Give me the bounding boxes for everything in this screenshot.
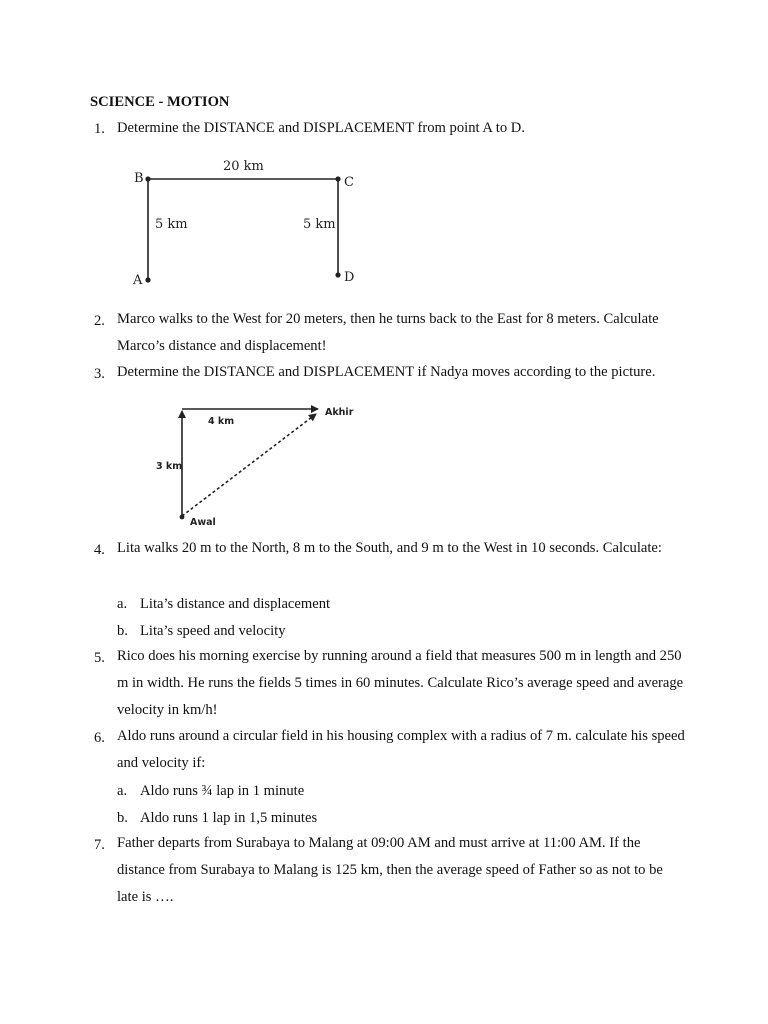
label-4km: 4 km: [208, 416, 235, 427]
question-6b-text: Aldo runs 1 lap in 1,5 minutes: [140, 810, 318, 826]
point-a-label: A: [133, 273, 143, 288]
point-d-dot: [335, 272, 340, 277]
displacement-dashed: [182, 414, 316, 516]
question-2-text: Marco walks to the West for 20 meters, then he turns back to the East for 8 meters. Calculate Marco’s distance and displacement!: [117, 311, 659, 354]
question-6-number: 6.: [94, 730, 105, 746]
label-cd-distance: 5 km: [303, 217, 336, 232]
question-1-number: 1.: [94, 121, 105, 137]
question-6a-text: Aldo runs ¾ lap in 1 minute: [140, 783, 305, 799]
question-4a-label: a.: [117, 596, 128, 612]
question-7-text: Father departs from Surabaya to Malang at 09:00 AM and must arrive at 11:00 AM. If the distance from Surabaya to Malang is 125 km, then the average speed of Father so as not to be late is ….: [117, 835, 663, 905]
label-ab-distance: 5 km: [155, 217, 188, 232]
point-c-label: C: [344, 175, 354, 190]
question-4-number: 4.: [94, 542, 105, 558]
label-start: Awal: [190, 517, 216, 528]
question-7-number: 7.: [94, 837, 105, 853]
point-b-dot: [145, 176, 150, 181]
point-c-dot: [335, 176, 340, 181]
question-2-number: 2.: [94, 313, 105, 329]
question-6a-label: a.: [117, 783, 128, 799]
question-3-number: 3.: [94, 366, 105, 382]
point-b-label: B: [134, 171, 144, 186]
question-4-text: Lita walks 20 m to the North, 8 m to the South, and 9 m to the West in 10 seconds. Calculate:: [117, 540, 662, 556]
point-a-dot: [145, 277, 150, 282]
question-5-text: Rico does his morning exercise by running around a field that measures 500 m in length and 250 m in width. He runs the fields 5 times in 60 minutes. Calculate Rico’s average speed and average velocity in km/h!: [117, 648, 684, 718]
question-4a-text: Lita’s distance and displacement: [140, 596, 331, 612]
question-1-text: Determine the DISTANCE and DISPLACEMENT from point A to D.: [117, 120, 525, 136]
question-4b-text: Lita’s speed and velocity: [140, 623, 286, 639]
label-end: Akhir: [325, 407, 354, 418]
point-d-label: D: [344, 270, 355, 285]
question-4b-label: b.: [117, 623, 128, 639]
label-3km: 3 km: [156, 461, 183, 472]
label-bc-distance: 20 km: [223, 159, 264, 174]
question-3-text: Determine the DISTANCE and DISPLACEMENT if Nadya moves according to the picture.: [117, 364, 656, 380]
page-title: SCIENCE - MOTION: [90, 94, 230, 110]
question-6b-label: b.: [117, 810, 128, 826]
start-dot: [180, 515, 185, 520]
question-6-text: Aldo runs around a circular field in his housing complex with a radius of 7 m. calculate his speed and velocity if:: [117, 728, 685, 771]
question-5-number: 5.: [94, 650, 105, 666]
